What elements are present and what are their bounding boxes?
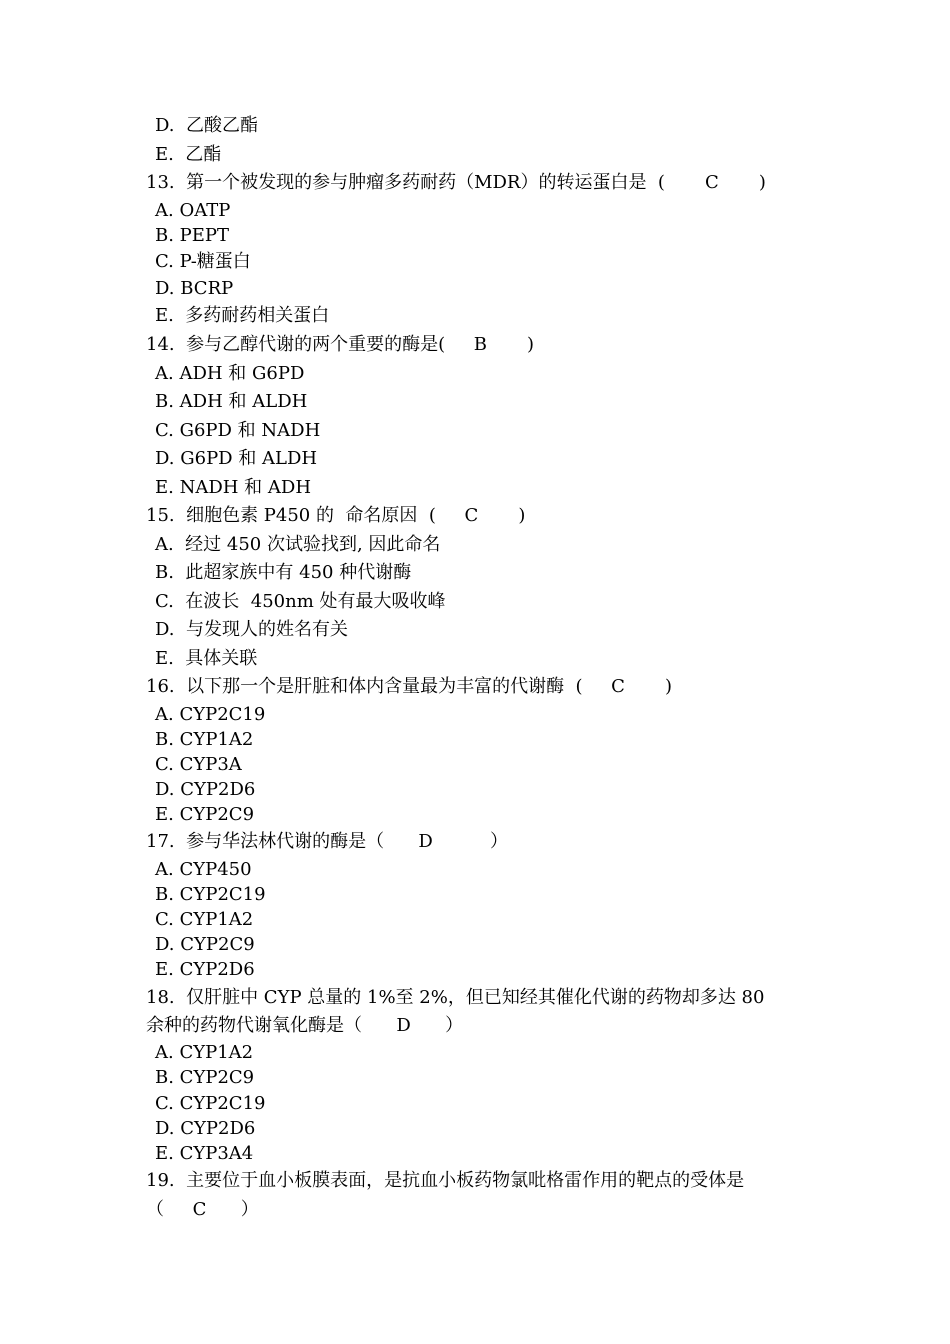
option-line: B. ADH 和 ALDH [155,391,308,412]
question-19-continuation: （ C ） [146,1199,259,1220]
question-19: 19. 主要位于血小板膜表面，是抗血小板药物氯吡格雷作用的靶点的受体是 [146,1170,745,1191]
option-line: E. 具体关联 [155,648,258,669]
question-13: 13. 第一个被发现的参与肿瘤多药耐药（MDR）的转运蛋白是 ( C ) [146,172,766,193]
option-line: B. CYP1A2 [155,729,254,750]
option-line: E. CYP3A4 [155,1143,254,1164]
option-line: C. CYP2C19 [155,1093,266,1114]
option-line: E. CYP2C9 [155,804,255,825]
option-line: D. CYP2D6 [155,779,256,800]
option-line: D. G6PD 和 ALDH [155,448,318,469]
option-line: A. OATP [155,200,231,221]
option-line: B. 此超家族中有 450 种代谢酶 [155,562,412,583]
option-line: D. CYP2D6 [155,1118,256,1139]
question-16: 16. 以下那一个是肝脏和体内含量最为丰富的代谢酶 ( C ) [146,676,672,697]
option-line: D. CYP2C9 [155,934,255,955]
option-line: A. CYP1A2 [155,1042,254,1063]
option-line: D. 乙酸乙酯 [155,115,258,136]
option-line: A. CYP2C19 [155,704,266,725]
option-line: C. P-糖蛋白 [155,251,251,272]
option-line: B. CYP2C19 [155,884,266,905]
option-line: B. CYP2C9 [155,1067,255,1088]
option-line: A. CYP450 [155,859,252,880]
question-18: 18. 仅肝脏中 CYP 总量的 1%至 2%，但已知经其催化代谢的药物却多达 80 [146,987,765,1008]
option-line: C. CYP3A [155,754,242,775]
question-18-continuation: 余种的药物代谢氧化酶是（ D ） [146,1015,464,1036]
option-line: B. PEPT [155,225,230,246]
option-line: E. NADH 和 ADH [155,477,312,498]
option-line: C. CYP1A2 [155,909,254,930]
question-15: 15. 细胞色素 P450 的 命名原因 ( C ) [146,505,526,526]
option-line: A. 经过 450 次试验找到, 因此命名 [155,534,441,555]
option-line: D. BCRP [155,278,234,299]
option-line: C. G6PD 和 NADH [155,420,321,441]
option-line: D. 与发现人的姓名有关 [155,619,348,640]
option-line: A. ADH 和 G6PD [155,363,305,384]
option-line: E. 乙酯 [155,144,222,165]
question-17: 17. 参与华法林代谢的酶是（ D ） [146,831,509,852]
option-line: C. 在波长 450nm 处有最大吸收峰 [155,591,446,612]
option-line: E. 多药耐药相关蛋白 [155,305,330,326]
question-14: 14. 参与乙醇代谢的两个重要的酶是( B ) [146,334,535,355]
option-line: E. CYP2D6 [155,959,255,980]
